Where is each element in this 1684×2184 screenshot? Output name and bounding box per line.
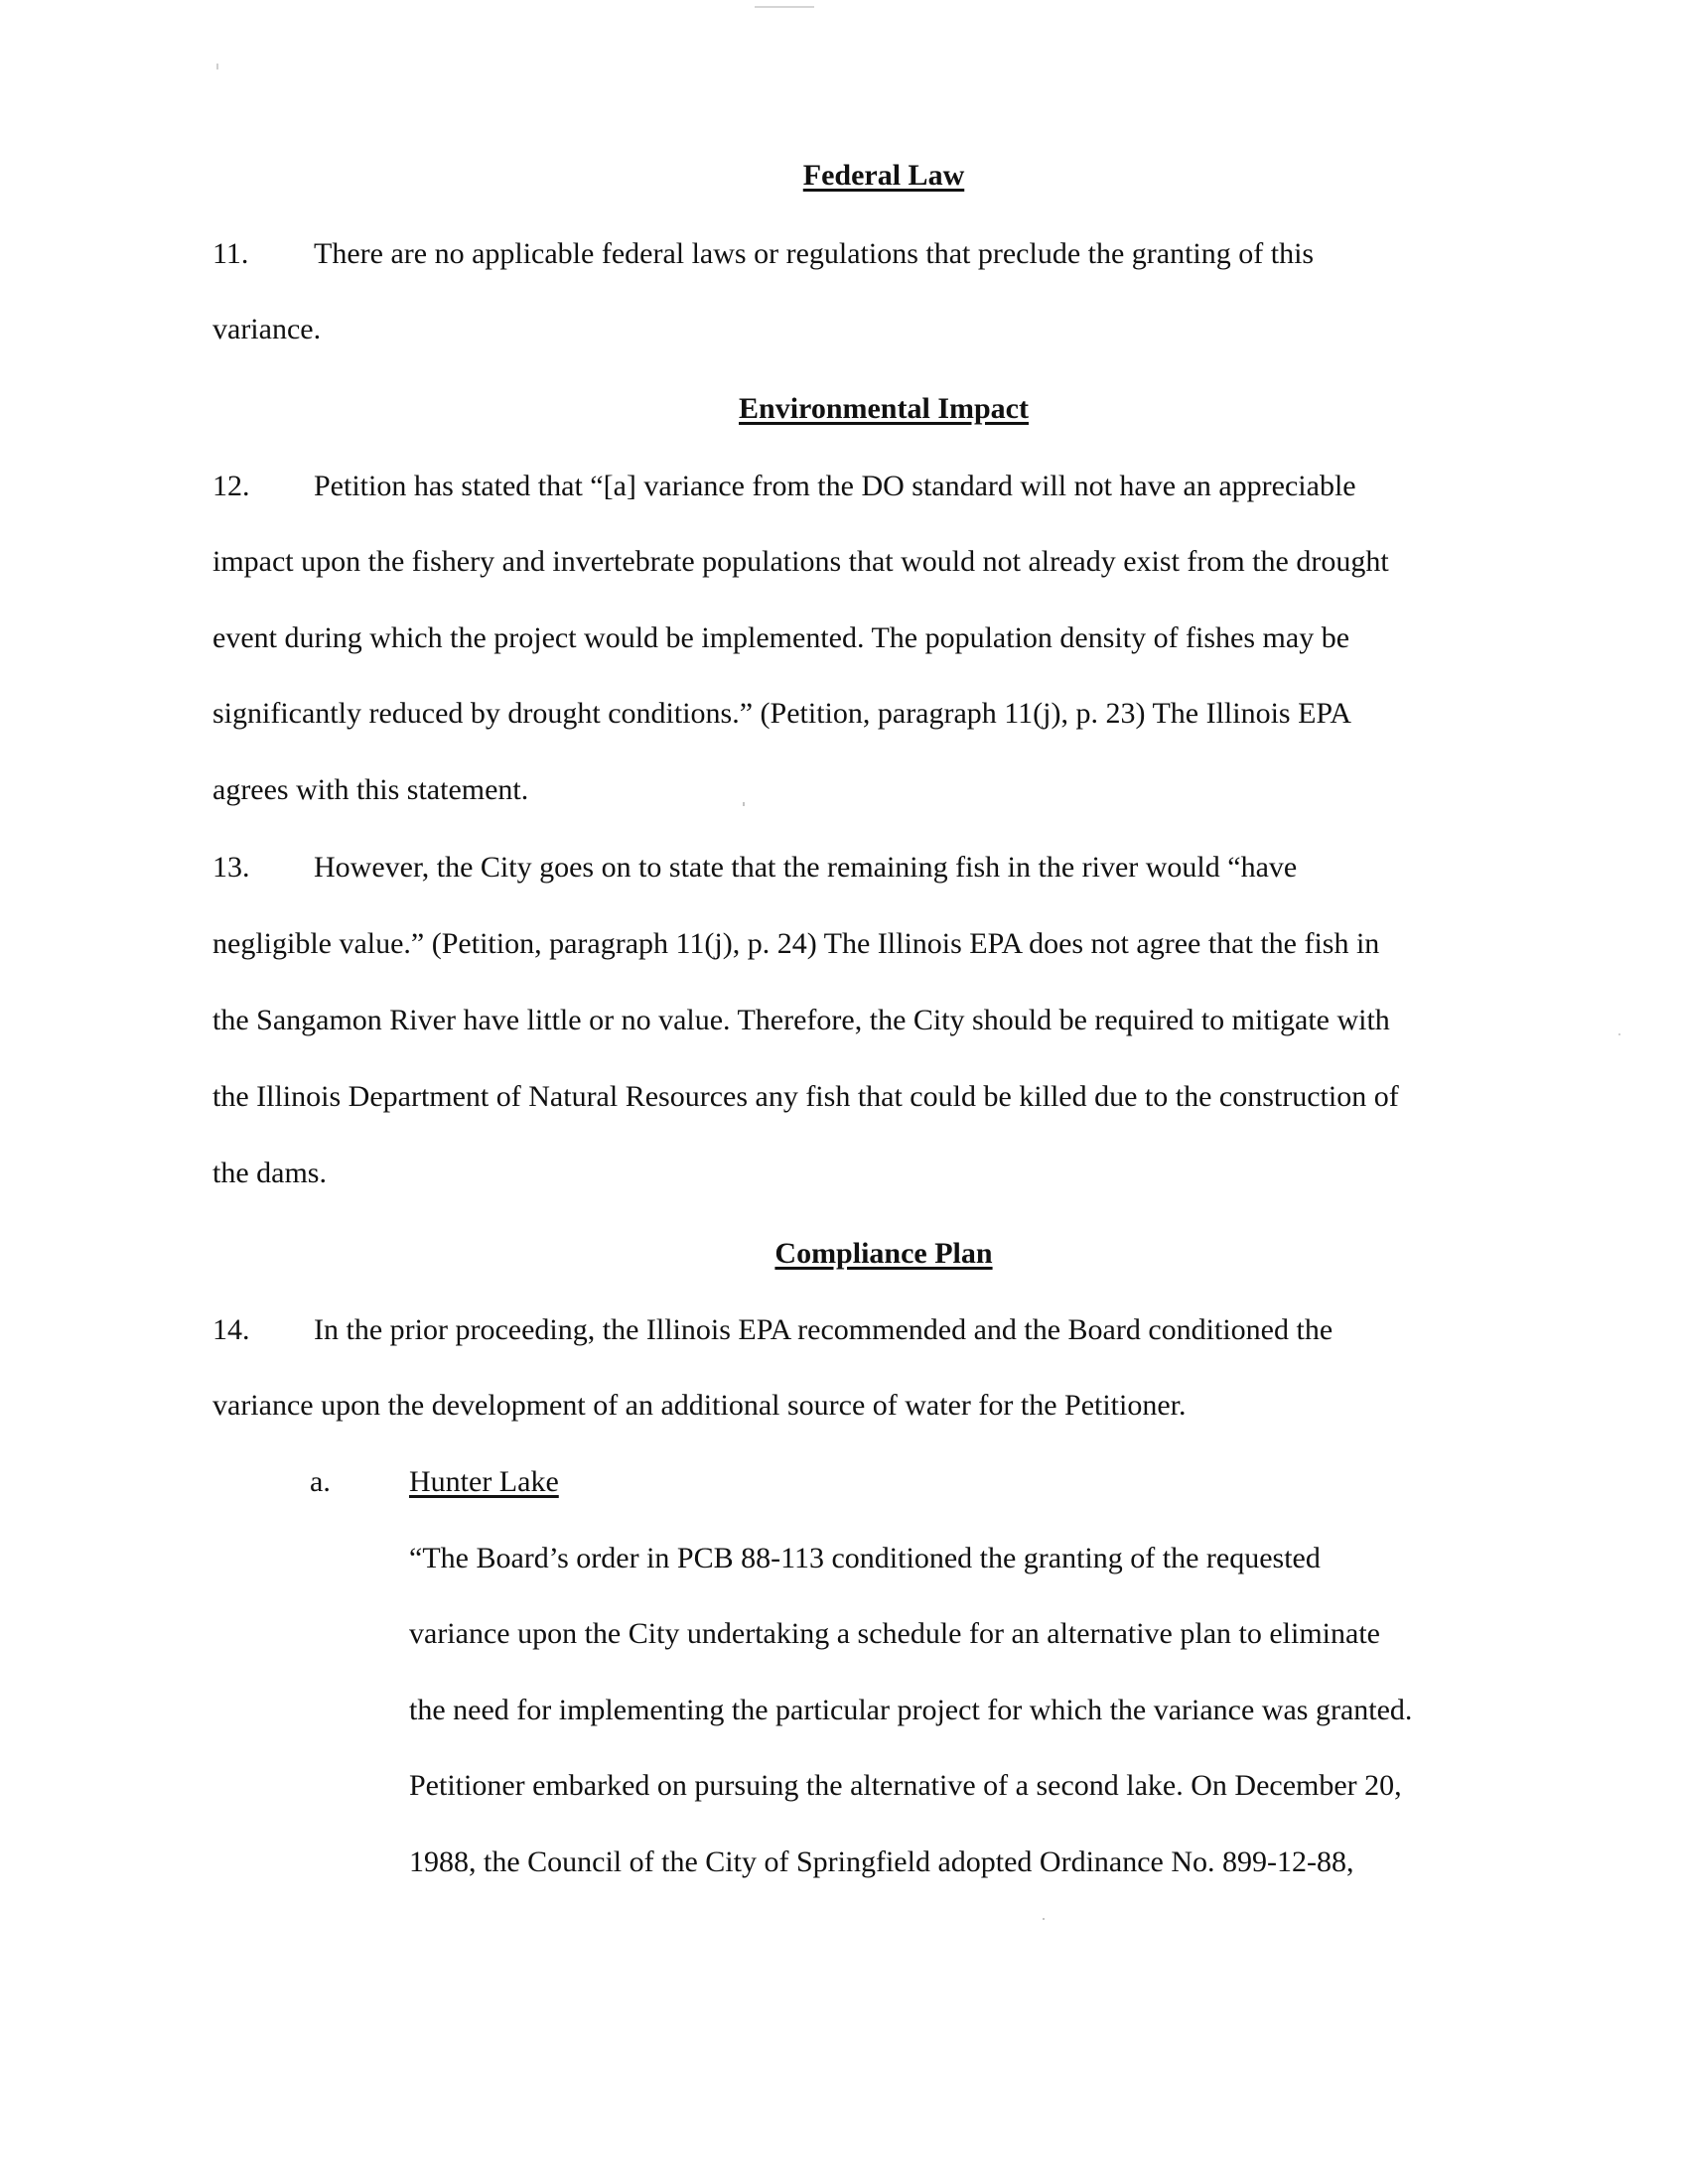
para14-line-2: variance upon the development of an additional source of water for the Petitioner.: [212, 1389, 1187, 1422]
sub-a-line-3: the need for implementing the particular project for which the variance was granted.: [409, 1694, 1413, 1726]
sub-a-line-5: 1988, the Council of the City of Springfield adopted Ordinance No. 899-12-88,: [409, 1845, 1354, 1878]
sub-a-line-1: “The Board’s order in PCB 88-113 conditioned the granting of the requested: [409, 1542, 1321, 1574]
para12-line-3: event during which the project would be implemented. The population density of fishes may be: [212, 621, 1350, 654]
paragraph-number-14: 14.: [212, 1313, 250, 1346]
para12-line-1: Petition has stated that “[a] variance from the DO standard will not have an appreciable: [314, 470, 1356, 502]
heading-federal-law: Federal Law: [802, 159, 965, 192]
para11-line-1: There are no applicable federal laws or regulations that preclude the granting of this: [314, 237, 1315, 270]
scan-mark-top: [755, 6, 814, 8]
para13-line-4: the Illinois Department of Natural Resources any fish that could be killed due to the construction of: [212, 1080, 1399, 1113]
para13-line-5: the dams.: [212, 1157, 327, 1189]
heading-environmental-impact: Environmental Impact: [739, 392, 1029, 425]
paragraph-number-12: 12.: [212, 470, 250, 502]
scan-speck-3: [1618, 1033, 1620, 1035]
subsection-title-hunter-lake: Hunter Lake: [409, 1465, 559, 1498]
scan-speck-2: [743, 802, 745, 806]
para12-line-4: significantly reduced by drought conditions.” (Petition, paragraph 11(j), p. 23) The Illinois EPA: [212, 697, 1352, 730]
para11-line-2: variance.: [212, 313, 322, 345]
paragraph-number-11: 11.: [212, 237, 249, 270]
heading-compliance-plan: Compliance Plan: [774, 1237, 993, 1270]
sub-a-line-2: variance upon the City undertaking a schedule for an alternative plan to eliminate: [409, 1617, 1380, 1650]
scan-speck-1: [216, 64, 218, 69]
para13-line-1: However, the City goes on to state that the remaining fish in the river would “have: [314, 851, 1298, 884]
subsection-label-a: a.: [310, 1465, 331, 1498]
para13-line-2: negligible value.” (Petition, paragraph 11(j), p. 24) The Illinois EPA does not agree that the fish in: [212, 927, 1380, 960]
para13-line-3: the Sangamon River have little or no value. Therefore, the City should be required to mitigate with: [212, 1004, 1390, 1036]
sub-a-line-4: Petitioner embarked on pursuing the alternative of a second lake. On December 20,: [409, 1769, 1402, 1802]
scan-speck-4: [1043, 1918, 1045, 1920]
para12-line-2: impact upon the fishery and invertebrate populations that would not already exist from the drought: [212, 545, 1389, 578]
para14-line-1: In the prior proceeding, the Illinois EPA recommended and the Board conditioned the: [314, 1313, 1333, 1346]
paragraph-number-13: 13.: [212, 851, 250, 884]
para12-line-5: agrees with this statement.: [212, 773, 529, 806]
